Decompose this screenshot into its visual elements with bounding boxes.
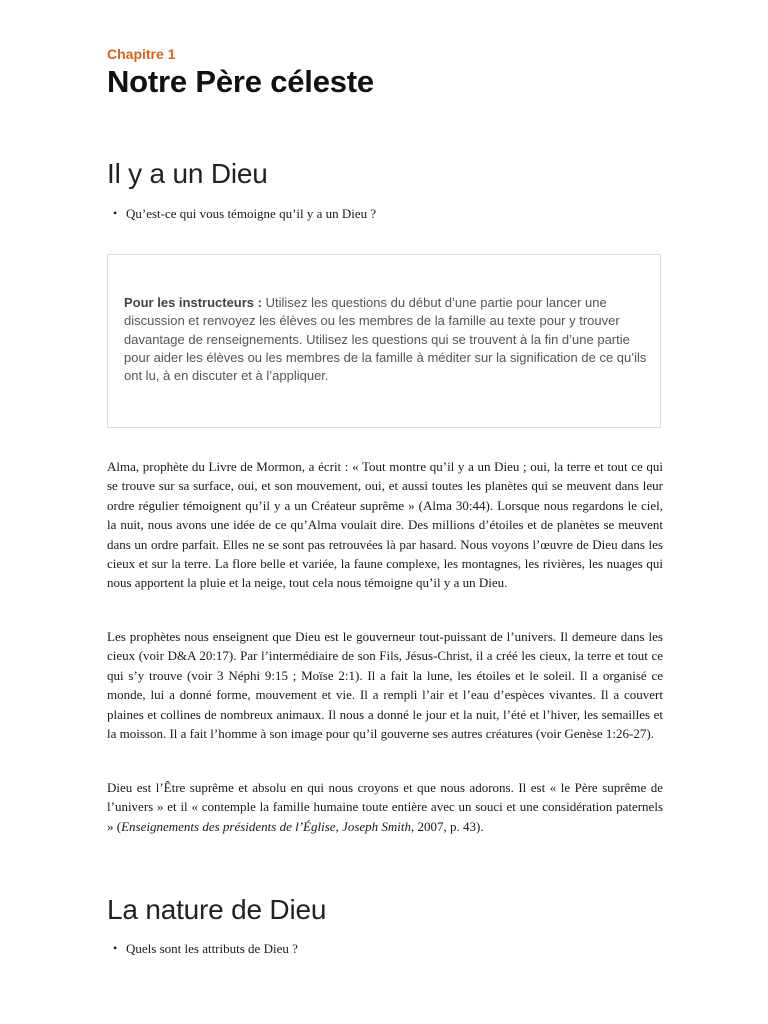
question-item: • Quels sont les attributs de Dieu ?: [107, 941, 298, 957]
instructor-note: [124, 294, 649, 385]
citation-title: Enseignements des présidents de l’Église, Joseph Smith: [121, 818, 412, 834]
chapter-label: Chapitre 1: [107, 46, 176, 62]
instructor-note-label: Pour les instructeurs :: [124, 295, 262, 310]
section-heading-la-nature-de-dieu: La nature de Dieu: [107, 894, 327, 925]
instructor-note-box: [107, 254, 661, 428]
body-paragraph-1: Alma, prophète du Livre de Mormon, a écrit : « Tout montre qu’il y a un Dieu ; oui, la terre et tout ce qui se trouve sur sa surface, oui, et son mouvement, oui, et aussi toutes les planètes qui se meuvent dans leur ordre régulier témoignent qu’il y a un Créateur suprême » (Alma 30:44). Lorsque nous regardons le ciel, la nuit, nous avons une idée de ce qu’Alma voulait dire. Des millions d’étoiles et de planètes se meuvent dans un ordre parfait. Elles ne se sont pas retrouvées là par hasard. Nous voyons l’œuvre de Dieu dans les cieux et sur la terre. La flore belle et variée, la faune complexe, les montagnes, les rivières, les nuages qui nous apportent la pluie et la neige, tout cela nous témoigne qu’il y a un Dieu.: [107, 459, 663, 591]
question-list-section2: [107, 941, 298, 957]
instructor-note-text: Utilisez les questions du début d’une partie pour lancer une discussion et renvoyez les élèves ou les membres de la famille au texte pour y trouver davantage de renseignements. Utilisez les questions qui se trouvent à la fin d’une partie pour aider les élèves ou les membres de la famille à méditer sur la signification de ce qu’ils ont lu, à en discuter et à l’appliquer.: [124, 295, 647, 384]
paragraph-3-end: , 2007, p. 43).: [411, 818, 484, 834]
section-heading-il-y-a-un-dieu: Il y a un Dieu: [107, 158, 268, 189]
question-item: • Qu’est-ce qui vous témoigne qu’il y a un Dieu ?: [107, 206, 376, 222]
chapter-title: Notre Père céleste: [107, 64, 374, 99]
paragraph-3-text: Dieu est l’Être suprême et absolu en qui nous croyons et que nous adorons. Il est « le Père suprême de l’univers » et il « contemple la famille humaine toute entière avec un souci et une considération paternels » (: [107, 780, 663, 834]
question-list-section1: [107, 206, 376, 222]
body-paragraph-2: Les prophètes nous enseignent que Dieu est le gouverneur tout-puissant de l’univers. Il demeure dans les cieux (voir D&A 20:17). Par l’intermédiaire de son Fils, Jésus-Christ, il a créé les cieux, la terre et tout ce qui s’y trouve (voir 3 Néphi 9:15 ; Moïse 2:1). Il a fait la lune, les étoiles et le soleil. Il a organisé ce monde, lui a donné forme, mouvement et vie. Il a rempli l’air et l’eau d’espèces vivantes. Il a couvert plaines et collines de nombreux animaux. Il nous a donné le jour et la nuit, l’été et l’hiver, les semailles et la moisson. Il a fait l’homme à son image pour qu’il gouverne ses autres créatures (voir Genèse 1:26-27).: [107, 629, 663, 742]
body-paragraph-3: [107, 778, 663, 836]
